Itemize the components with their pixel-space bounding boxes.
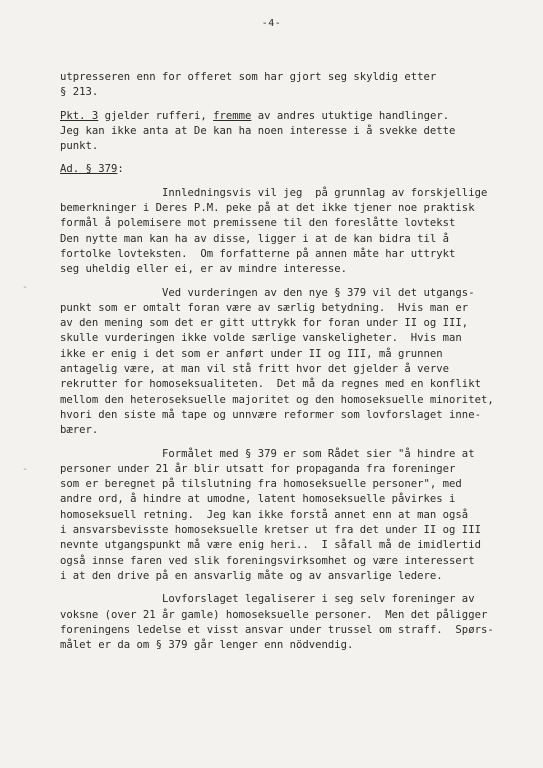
text-line: Formålet med § 379 er som Rådet sier "å hindre at: [60, 447, 475, 460]
underlined-text: fremme: [213, 109, 252, 122]
text-line: skulle vurderingen ikke volde særlige vanskeligheter. Hvis man: [60, 332, 462, 345]
text-line: nevnte utgangspunkt må være enig heri.. I såfall må de imidlertid: [60, 539, 481, 552]
text-line: i ansvarsbevisste homoseksuelle kretser ut fra det under II og III: [60, 524, 481, 537]
text-line: Innledningsvis vil jeg på grunnlag av forskjellige: [60, 186, 488, 199]
underlined-text: Ad. § 379: [60, 163, 118, 176]
text-line: ikke er enig i det som er anført under II og III, må grunnen: [60, 347, 443, 360]
text-line: bærer.: [60, 424, 99, 437]
underlined-text: Pkt. 3: [60, 109, 99, 122]
text-line: foreningens ledelse et visst ansvar under trussel om straff. Spørs-: [60, 623, 494, 636]
text-span: gjelder rufferi,: [98, 109, 214, 122]
text-line: voksne (over 21 år gamle) homoseksuelle personer. Men det påligger: [60, 608, 488, 621]
text-line: som er beregnet på tilslutning fra homoseksuelle personer", med: [60, 478, 462, 491]
text-line: [60, 109, 500, 124]
text-line: utpresseren enn for offeret som har gjort seg skyldig etter: [60, 71, 437, 83]
text-line: av den mening som det er gitt uttrykk for foran under II og III,: [60, 317, 469, 330]
text-span: av andres utuktige handlinger.: [251, 109, 450, 122]
text-line: mellom den heteroseksuelle majoritet og den homoseksuelle minoritet,: [60, 393, 494, 406]
document-body: [60, 70, 500, 653]
text-line: seg uheldig eller ei, er av mindre interesse.: [60, 263, 348, 276]
paragraph-gap: [60, 584, 500, 592]
text-line: Jeg kan ikke anta at De kan ha noen interesse i å svekke dette: [60, 124, 456, 137]
text-line: i at den drive på en ansvarlig måte og av ansvarlige ledere.: [60, 569, 443, 582]
text-line: formål å polemisere mot premissene til den foreslåtte lovtekst: [60, 217, 456, 230]
text-line: også innse faren ved slik foreningsvirksomhet og være interessert: [60, 554, 475, 567]
text-line: andre ord, å hindre at umodne, latent homoseksuelle påvirkes i: [60, 493, 456, 506]
text-line: § 213.: [60, 86, 99, 99]
margin-mark: -: [22, 464, 29, 475]
text-line: Lovforslaget legaliserer i seg selv foreninger av: [60, 593, 475, 606]
text-line: Ved vurderingen av den nye § 379 vil det utgangs-: [60, 286, 475, 299]
paragraph: [60, 286, 500, 439]
paragraph: [60, 447, 500, 585]
paragraph: [60, 109, 500, 155]
text-line: Den nytte man kan ha av disse, ligger i at de kan bidra til å: [60, 232, 450, 245]
text-line: punkt.: [60, 140, 99, 153]
text-line: fortolke lovteksten. Om forfatterne på annen måte har uttrykt: [60, 247, 456, 260]
paragraph-gap: [60, 439, 500, 447]
paragraph: [60, 592, 500, 653]
paragraph: [60, 70, 500, 101]
text-line: punkt som er omtalt foran være av særlig betydning. Hvis man er: [60, 301, 469, 314]
text-line: homoseksuell retning. Jeg kan ikke forstå annet enn at man også: [60, 508, 469, 521]
page-number: -4-: [261, 18, 282, 29]
text-line: personer under 21 år blir utsatt for propaganda fra foreninger: [60, 462, 456, 475]
text-span: :: [117, 163, 124, 176]
text-line: rekrutter for homoseksualiteten. Det må da regnes med en konflikt: [60, 378, 481, 391]
paragraph-gap: [60, 178, 500, 186]
text-line: [60, 162, 500, 177]
paragraph-gap: [60, 154, 500, 162]
paragraph: [60, 186, 500, 278]
margin-mark: -: [22, 282, 29, 293]
text-line: antagelig være, at man vil stå fritt hvor det gjelder å verve: [60, 363, 450, 376]
text-line: hvori den siste må tape og unnvære reformer som lovforslaget inne-: [60, 408, 481, 421]
paragraph-gap: [60, 101, 500, 109]
section-heading: [60, 162, 500, 177]
text-line: målet er da om § 379 går lenger enn nödvendig.: [60, 639, 354, 652]
paragraph-gap: [60, 278, 500, 286]
text-line: bemerkninger i Deres P.M. peke på at det ikke tjener noe praktisk: [60, 202, 475, 215]
